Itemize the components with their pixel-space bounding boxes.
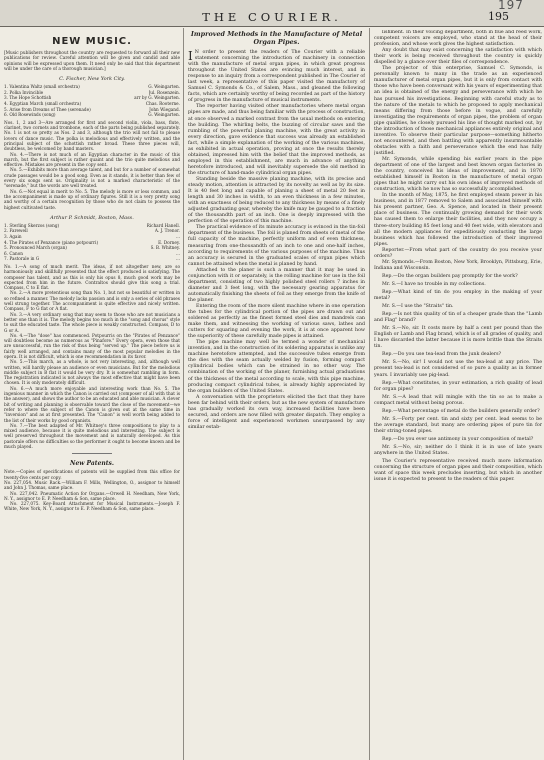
separator [72, 453, 112, 454]
column-divider [369, 28, 370, 760]
music-item [4, 112, 180, 118]
page-number: 195 [488, 10, 509, 23]
paragraph: No. 7.—The best adapted of Mr. Whitney's three compositions to play to a mixed audience, because it is quite melodious and interesting. The subject is well preserved throughout the movement and is naturally developed. As this pastorale offers no difficulties so the performer it ought to become known and be much played. [4, 423, 180, 451]
interview-qa [374, 260, 542, 484]
music-list [4, 223, 180, 262]
music-author: … [175, 233, 180, 239]
reviews [4, 121, 180, 211]
article-title: Improved Methods in the Manufacture of Metal Organ Pipes. [190, 30, 363, 46]
music-author: G. Weingarten. [148, 112, 180, 118]
paragraph: No. 2.—A more pretentious song than No. 1, but not so beautiful or written in so refined a manner. The melody lacks passion and is only a series of old phrases well strung together. The accompaniment is quite effective and nicely written. Compass, F to G flat or A flat. [4, 291, 180, 313]
paragraph: Mr. S.—Forty per cent. tin and sixty per cent. lead seems to be the average standard, but many are ordering pipes of pure tin for their string-toned pipes. [374, 416, 542, 434]
music-author: Jul. Rosenzein. [148, 89, 180, 95]
column-divider [183, 28, 184, 760]
paragraph: The Courier's representative received much more information concerning the structure of organ pipes and their composition, which want of space this week precludes inserting, but which in another issue it is expected to present to the readers of this paper. [374, 459, 542, 483]
paragraph: No. 4.—There is not much of an Egyptian character in the music of this march, but the first subject is rather quaint and the trio quite melodious and effective. Mistakes are present in the copy sent. [4, 152, 180, 169]
paragraph: Rep.—Do the organ builders pay promptly for the work? [382, 273, 518, 279]
music-author: S. B. Whitney. [150, 245, 180, 251]
paragraph: The practical evidence of its minute accuracy is evinced in the tin-foil department of the business. The foil is planed from sheets of metal of the full capacity of the machine, perfectly uniform and of even thickness, measuring from one-thousandth of an inch to one and one-half inches, according to requirements of the various purposes of the machine. Thus an accuracy is secured in the graduated scales of organ pipes which cannot be attained when the metal is planed by hand. [188, 225, 365, 267]
paragraph: No. 227,042. Pneumatic Action for Organs.—Orwell H. Needham, New York, N. Y., assignor to E. P. Needham & Son, same place. [4, 491, 180, 502]
music-author: … [175, 256, 180, 262]
paragraph: A conversation with the proprietors elicited the fact that they have been far behind with their orders, but as the new system of manufacture has gradually worked its own way, increased facilities have been secured, and orders are now filled with greater dispatch. They employ a force of intelligent and experienced workmen unsurpassed by any similar estab- [188, 394, 365, 430]
column-continued [374, 30, 542, 756]
music-title: 3. The Hope Schottish [4, 95, 52, 101]
music-title: 5. Pronounced March (organ) [4, 245, 67, 251]
new-music-title: NEW MUSIC. [52, 36, 132, 47]
drop-cap: I [188, 49, 193, 63]
music-title: 2. Polka Invincible [4, 89, 44, 95]
paragraph: Mr. Symonds.—From Boston, New York, Brooklyn, Pittsburg, Erie, Indiana and Wisconsin. [374, 259, 542, 271]
new-music-intro: [Music publishers throughout the country are requested to forward all their new publications for review. Careful attention will be given and candid and able opinions will be expressed upon them. It need only be said that this department will be under the care of a thorough musician.] [4, 51, 180, 72]
publisher-name: Arthur P. Schmidt, Boston, Mass. [50, 214, 134, 221]
article-lead-paragraph: I N order to present the readers of The Courier with a reliable statement concerning the introduction of machinery in connection with the manufacture of metal organ pipes, in which great progress throughout the United States are evincing much interest, and in response to an inquiry from a correspondent published in The Courier of last week, a representative of this paper visited the manufactory of Samuel C. Symonds & Co., of Salem, Mass., and gleaned the following facts, which are certainly worthy of being recorded as part of the history of progress in the manufacture of musical instruments. [188, 49, 365, 104]
paragraph: Any doubt that may exist concerning the satisfaction with which their work is being received throughout the country is quickly dispelled by a glance over their files of correspondence. [374, 48, 542, 66]
music-author: arr by G. Weingarten. [134, 95, 180, 101]
music-title: 1. Valentina Waltz (small orchestra) [4, 84, 80, 90]
publisher-name: C. Fischer, New York City. [59, 76, 125, 83]
music-title: 5. Arise from Dreams of Thee (serenade) [4, 106, 91, 112]
music-item [4, 256, 180, 262]
paragraph: Attached to the planer is such a manner that it may be used in conjunction with it or separately, is the rolling machine for use in the foil department, consisting of two highly polished steel rollers 7 inches in diameter and 3 feet long, with the necessary gearing apparatus for automatically finishing the sheets of foil as they emerge from the knife of the planer. [188, 267, 365, 303]
music-author: G. Weingarten. [148, 84, 180, 90]
music-author: Richard Hanell. [146, 222, 180, 228]
paragraph: No. 6.—A much more enjoyable and interesting work than No. 5. The ingenious manner in which the Canon is carried out (composer of all with that is the answer), and shows the author to be an educated and able musician. A clever bit of writing and planning is observable toward the close of the movement—we refer to where the subject of the Canon is given out at the same time in "inversion" and as at first presented. The "Canon" is well worth being added to the list of their works by good organists. [4, 386, 180, 424]
paragraph: Nos. 1, 2 and 3—Are arranged for first and second violin, viola, bass, flute, clarinet, two cornets and trombone, each of the parts being published separately. No. 1 is not so pretty as Nos. 2 and 3, although the trio will not fail to please lovers of dance music. The polka is melodious and effectively written, and the principal subject of the schottish rather broad. These three pieces will, doubtless, be welcomed by band masters. [4, 120, 180, 153]
paragraph: lishment. In their voicing department, both in flue and reed work, competent voicers are employed, who stand at the head of their profession, and whose work gives the highest satisfaction. [374, 30, 542, 48]
paragraph: Mr. S.—No, sir; neither do I think it is in use of late years anywhere in the United States. [374, 445, 542, 457]
paragraph: Rep.—Do you ever use antimony in your composition of metal? [382, 436, 534, 442]
paragraph: No. 227,054. Music Rack.—William F. Mills, Wellington, O., assignor to himself and John J. Thomas, same place. [4, 480, 180, 492]
paragraph: No. 1.—A song of much merit. The ideas, if not altogether new, are so harmoniously and skillfully presented that the effect produced is satisfying. The composer has talent, and as this is only his opus 8, much good work may be expected from him in the future. Contraltos should give this song a trial. Compass, C to E flat. [4, 264, 180, 292]
paragraph: In the month of May, 1875, he first employed steam power in his business, and in 1877 removed to Salem and associated himself with his present partner, Geo. A. Spence, and located in their present place of business. The continually growing demand for their work has caused them to enlarge their facilities, and they now occupy a three-story building 85 feet long and 40 feet wide, with elevators and all the modern appliances for expeditiously conducting the large business which has followed the introduction of their improved pipes. [374, 193, 542, 247]
paragraph: Mr. S.—No, sir! I would not use the tea-lead at any price. The present tea-lead is not considered of so pure a quality as in former years. I invariably use pig-lead. [374, 360, 542, 378]
patents-note: Note.—Copies of specifications of patents will be supplied from this office for twenty-five cents per copy. [4, 470, 180, 481]
paragraph: Rep.—Do you use tea-lead from the junk dealers? [382, 352, 502, 358]
music-author: Chas. Rooterne. [145, 100, 180, 106]
patent-list [4, 481, 180, 513]
paragraph: Mr. S.—I use the "Straits" tin. [382, 304, 454, 310]
music-author: John Wiegand. [149, 106, 180, 112]
paragraph: No. 6.—Not equal in merit to No. 5. The melody is more or less common, and the accompaniment is made up of ordinary figures. Still it is a very pretty song and worthy of a certain recognition by those who do not claim to possess the highest cultivated taste. [4, 189, 180, 211]
paragraph: Mr. Symonds, while spending his earlier years in the pipe department of one of the largest and best known organ factories in the country, conceived his ideas of improvement, and in 1870 established himself in Boston in the manufacture of metal organ pipes that he might carry out his own ideas of improved methods of construction, which he now has so successfully accomplished. [374, 156, 542, 193]
article-continued [374, 30, 542, 260]
paragraph: No. 5.—Exhibits more than average talent, and but for a number of somewhat crude passages would be a good song. Even as it stands, it is better than few of every six songs sent us. Originality is not a marked characteristic of the "serenade," but the words are well treated. [4, 168, 180, 190]
column-new-music [4, 30, 180, 756]
music-title: 7. Pastorale in G [4, 256, 40, 262]
music-title: 1. Sterling Skerzos (song) [4, 222, 60, 228]
paragraph: The reporter having visited other manufactories where metal organ pipes are made, and thus being familiar with the process of construction, at once observed a marked contrast from the usual methods on entering the building. The whirling belts, the buzzing of circular saws and the rumbling of the powerful planing machine, with the great activity in every direction, gave evidence that success was already an established fact, while a simple explanation of the working of the various machines, as exhibited in actual operation, proving at once the results thereby obtained, impressed him with the belief that the improved methods, as employed in this establishment, are much in advance of anything heretofore introduced, and will inevitably supersede the old method in the structure of hand-made cylindrical organ pipes. [188, 104, 365, 176]
music-title: 4. Egyptian March (small orchestra) [4, 100, 82, 106]
paragraph: Standing beside the massive planing machine, with its precise and steady motion, attention is attracted by its novelty as well as by its size. It is 40 feet long and capable of planing a sheet of metal 20 feet in length and 30 inches in width, to an even thickness in a few minutes, with an exactness of being reduced to any thickness by means of a finely adjusted graduating gear, whereby the knife may be gauged to a fraction of the thousandth part of an inch. One is deeply impressed with the perfection of the operation of this machine. [188, 176, 365, 225]
paragraph: No. 227,075. Key-Board Attachment for Musical Instruments.—Joseph F. White, New York, N. Y., assignor to E. P. Needham & Son, same place. [4, 502, 180, 513]
column-article [188, 30, 365, 756]
music-list [4, 84, 180, 118]
music-author: A. J. Trenor. [154, 228, 180, 234]
music-title: 6. Old Rosewinds (song) [4, 112, 56, 118]
masthead: THE COURIER. [202, 10, 342, 24]
handwritten-note: 197 [498, 0, 524, 12]
paragraph: Mr. S.—No, sir. It costs more by half a cent per pound than the English or Lamb and Flag brand, which is of all grades of quality, and I have discarded the latter because it is more brittle than the Straits tin. [374, 326, 542, 350]
paragraph: Mr. S.—A lead that will mingle with the tin so as to make a compact metal without being porous. [374, 394, 542, 406]
music-title: 3. Again [4, 233, 22, 239]
paragraph: No. 4.—The "dose" has commenced. Potpourris on the "Pirates of Penzance" will doubtless become as numerous as "Pinafore." Every opera, even those that are unsuccessful, run the risk of thus being "served up." The piece before us is fairly well arranged, and contains many of the most popular melodies in the opera. It is not difficult, which is one recommendation in its favor. [4, 333, 180, 360]
paragraph: No. 5.—This march, as a whole, is not very interesting, and, although well written, will hardly please an audience or even musicians. But for the melodious middle subject in B flat it would be very dry. It is somewhat rambling in form. The registration indicated is not always the most effective that might have been chosen. It is only moderately difficult. [4, 360, 180, 387]
paragraph: The pipe machine may well be termed a wonder of mechanical invention, and in the construction of its soldering apparatus is unlike any machine heretofore attempted, and the successive tubes emerge from the dies with the seam actually welded by fusion, forming compact cylindrical bodies which can be strained in no other way. The combination of the working of the planer, furnishing actual graduations of the thickness of the metal according to scale, with this pipe machine, producing compact cylindrical tubes, is already highly appreciated by the organ builders of the United States. [188, 340, 365, 394]
header-rule [0, 26, 544, 27]
paragraph: Reporter.—From what part of the country do you receive your orders? [374, 247, 542, 259]
music-title: 6. Canon [4, 250, 23, 256]
paragraph: Rep.—What constitutes, in your estimation, a rich quality of lead for organ pipes? [374, 380, 542, 392]
paragraph: Mr. S.—I have no trouble in my collections. [382, 281, 486, 287]
paragraph: Rep.—Is not this quality of tin of a cheaper grade than the "Lamb and Flag" brand? [374, 312, 542, 324]
article-body [188, 104, 365, 431]
new-patents-title: New Patents. [70, 460, 114, 468]
paragraph: The projector of this enterprise, Samuel C. Symonds, is personally known to many in the trade as an experienced manufacturer of metal organ pipes, but it is only from contact with those who have been conversant with his years of experimenting that an idea is obtained of the energy and perseverance with which he has pursued his investigations. Beginning with careful study as to the nature of the metals to which he proposed to apply mechanical means differing from those before in vogue, and carefully investigating the requirements of organ pipes, the problem of organ pipe qualities, he closely pursued his line of thought marked out, by the introduction of those mechanical appliances entirely original and inventive. To observe their particular purpose—something hitherto not encountered, and then battling with apparently insurmountable obstacles with a faith and perseverance which the end has fully justified. [374, 66, 542, 156]
paragraph: Rep.—What percentage of metal do the builders generally order? [382, 408, 540, 414]
paragraph: Rep.—What kind of tin do you employ in the making of your metal? [374, 289, 542, 302]
music-author: E. Dorney. [158, 239, 180, 245]
music-title: 2. Farewell [4, 228, 28, 234]
page-header [0, 0, 544, 26]
music-author: … [175, 250, 180, 256]
reviews [4, 265, 180, 450]
music-title: 4. The Pirates of Penzance (piano potpourri) [4, 239, 99, 245]
paragraph: No. 3.—A very ordinary song that may seem to those who are not musicians a better one than it is. The melody begins too much in the "song and chorus" style to suit the educated taste. The whole piece is weakly constructed. Compass, D to G or A. [4, 312, 180, 334]
paragraph: Entering the room of the more silent machine where in one operation the tubes for the cylindrical portion of the pipes are drawn out and soldered as perfectly as the finest formed steel dies and mandrels can make them, and witnessing the working of various saws, lathes and cutters for squaring and evening the work, it is at once apparent how the superiority of these carefully made pipes is attained. [188, 303, 365, 340]
